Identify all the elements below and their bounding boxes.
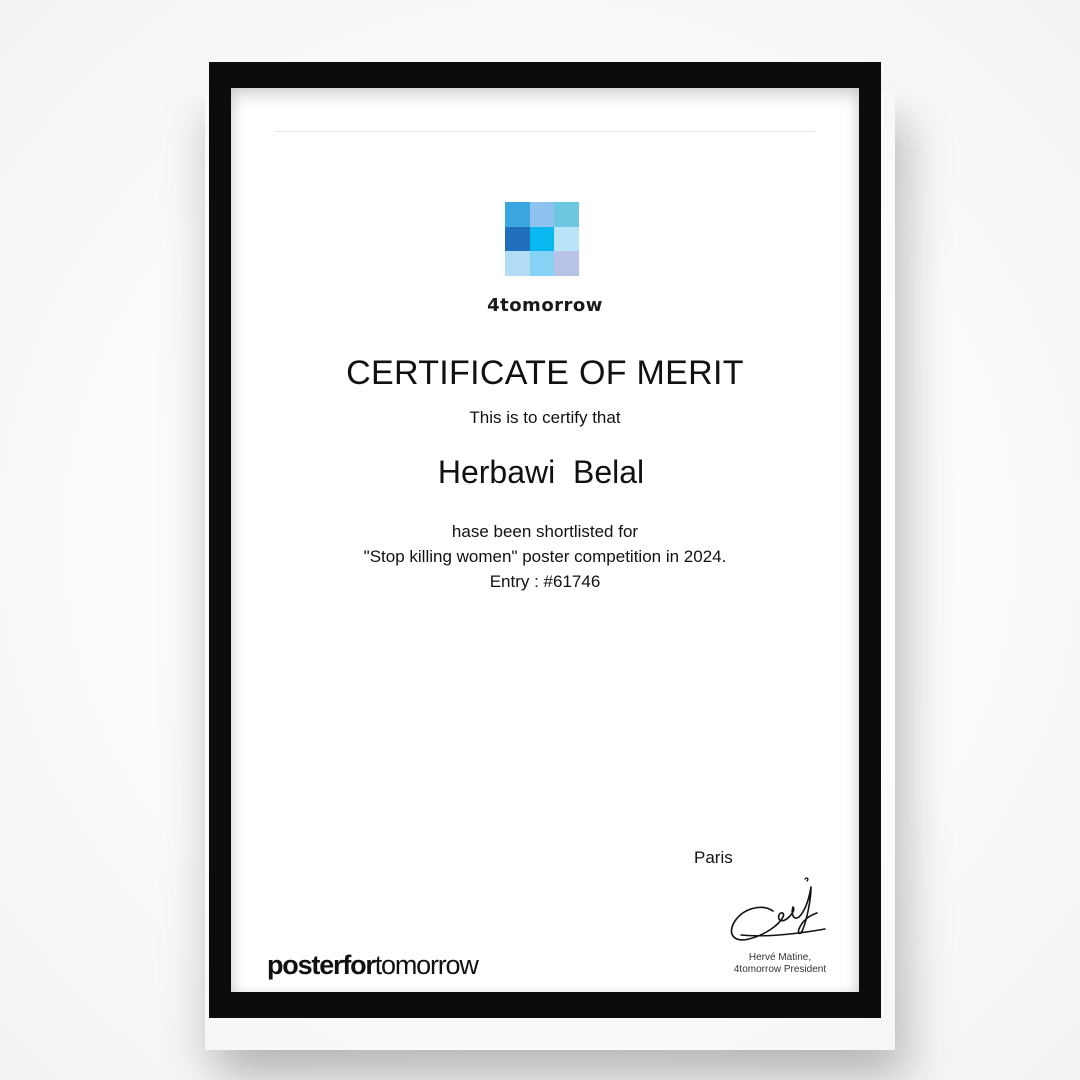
- logo-tile: [505, 227, 530, 252]
- signer-title: 4tomorrow President: [733, 964, 827, 975]
- logo-tile: [554, 202, 579, 227]
- signer-block: [701, 952, 859, 976]
- paper-edge: [275, 131, 815, 132]
- footer-logo: [267, 950, 478, 981]
- signer-name: Hervé Matine,: [748, 952, 812, 963]
- entry-number: Entry : #61746: [489, 572, 601, 591]
- certify-line: This is to certify that: [469, 408, 621, 427]
- brand-name: 4tomorrow: [487, 295, 603, 316]
- certificate-body: [231, 519, 859, 594]
- footer-logo-part: tomorrow: [374, 950, 478, 980]
- signature-icon: [721, 873, 841, 953]
- logo-tile: [554, 251, 579, 276]
- logo-tile: [554, 227, 579, 252]
- logo-tile: [505, 251, 530, 276]
- certificate-title: CERTIFICATE OF MERIT: [346, 354, 744, 392]
- picture-frame: [209, 62, 881, 1018]
- footer-logo-part: poster: [267, 950, 343, 980]
- logo-icon: [505, 202, 579, 276]
- logo-tile: [505, 202, 530, 227]
- body-line: "Stop killing women" poster competition in 2024.: [363, 547, 727, 566]
- logo-tile: [530, 227, 555, 252]
- logo-tile: [530, 251, 555, 276]
- certificate-paper: [231, 88, 859, 992]
- body-line: hase been shortlisted for: [451, 522, 639, 541]
- logo-tile: [530, 202, 555, 227]
- footer-logo-part: for: [342, 950, 375, 980]
- place-label: Paris: [694, 848, 733, 867]
- recipient-name: Herbawi Belal: [437, 454, 645, 490]
